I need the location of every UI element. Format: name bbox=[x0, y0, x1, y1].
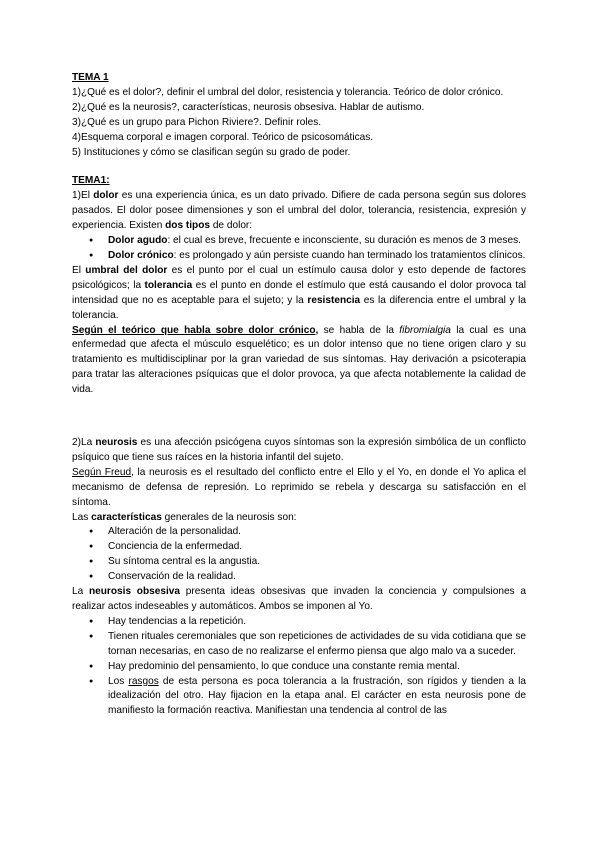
term-fibromialgia: fibromialgia bbox=[399, 324, 451, 336]
list-item: ● Hay tendencias a la repetición. bbox=[72, 615, 526, 630]
list-item: ● Hay predominio del pensamiento, lo que conduce una constante remia mental. bbox=[72, 660, 526, 675]
caracteristicas-list bbox=[72, 525, 526, 585]
term-rasgos: rasgos bbox=[128, 675, 159, 687]
dolor-types-list bbox=[72, 234, 526, 264]
question-5: 5) Instituciones y cómo se clasifican según su grado de poder. bbox=[72, 146, 351, 158]
question-4: 4)Esquema corporal e imagen corporal. Teórico de psicosomáticas. bbox=[72, 131, 374, 143]
dolor-cronico-paragraph: Según el teórico que habla sobre dolor crónico, se habla de la fibromialgia la cual es una enfermedad que afecta el músculo esquelético; es un dolor intenso que no tiene origen claro y su tratamiento es multidisciplinar por la gran variedad de sus síntomas. Hay derivación a psicoterapia para tratar las alteraciones psíquicas que el dolor provoca, ya que afecta notablemente la calidad de vida. bbox=[72, 324, 527, 396]
neurosis-intro-paragraph: 2)La neurosis es una afección psicógena cuyos síntomas son la expresión simbólica de un conflicto psíquico que tiene sus raíces en la historia infantil del sujeto. bbox=[72, 437, 526, 463]
obsesiva-traits-list bbox=[72, 615, 526, 719]
umbral-paragraph: El umbral del dolor es el punto por el cual un estímulo causa dolor y esto depende de factores psicológicos; la tolerancia es el punto en donde el estímulo que está causando el dolor provoca tal intensidad que no es aceptable para el sujeto; y la resistencia es la diferencia entre el umbral y la tolerancia. bbox=[72, 264, 526, 321]
caracteristicas-intro: Las características generales de la neurosis son: bbox=[72, 511, 297, 523]
freud-paragraph: Según Freud, la neurosis es el resultado del conflicto entre el Ello y el Yo, en donde el Yo aplica el mecanismo de defensa de represión. Lo reprimido se rebela y descarga su satisfacción en el síntoma. bbox=[72, 466, 526, 508]
neurosis-obsesiva-paragraph: La neurosis obsesiva presenta ideas obsesivas que invaden la conciencia y compulsiones a realizar actos indeseables y automáticos. Ambos se imponen al Yo. bbox=[72, 586, 526, 612]
tema1-answers bbox=[72, 174, 526, 398]
list-item: ● Dolor crónico: es prolongado y aún persiste cuando han terminado los tratamientos clínicos. bbox=[72, 249, 526, 264]
list-item: ● Su síntoma central es la angustia. bbox=[72, 555, 526, 570]
list-item: ● Tienen rituales ceremoniales que son repeticiones de actividades de su vida cotidiana que se tornan necesarias, en caso de no realizarse el enfermo piensa que algo malo va a suceder. bbox=[72, 630, 526, 660]
dolor-intro-paragraph: 1)El dolor es una experiencia única, es un dato privado. Difiere de cada persona según sus dolores pasados. El dolor posee dimensiones y son el umbral del dolor, tolerancia, resistencia, expresión y experiencia. Existen dos tipos de dolor: bbox=[72, 190, 526, 232]
list-item: ● Los rasgos de esta persona es poca tolerancia a la frustración, son rígidos y tienden a la idealización del otro. Hay fijacion en la etapa anal. El carácter en esta neurosis pone de manifiesto la formación reactiva. Manifiestan una tendencia al control de las bbox=[72, 675, 526, 720]
term-neurosis-obsesiva: neurosis obsesiva bbox=[88, 586, 181, 598]
list-item: ● Conciencia de la enfermedad. bbox=[72, 540, 526, 555]
tema1-title: TEMA 1 bbox=[72, 72, 109, 83]
list-item: ● Conservación de la realidad. bbox=[72, 570, 526, 585]
term-umbral: umbral del dolor bbox=[85, 264, 168, 276]
section-title: TEMA1: bbox=[72, 175, 110, 187]
question-1: 1)¿Qué es el dolor?, definir el umbral del dolor, resistencia y tolerancia. Teórico de dolor crónico. bbox=[72, 86, 504, 98]
term-tolerancia: tolerancia bbox=[144, 279, 193, 291]
neurosis-section bbox=[72, 436, 526, 719]
teorico-heading: Según el teórico que habla sobre dolor crónico, bbox=[72, 324, 319, 336]
tema1-question-list bbox=[72, 71, 526, 160]
term-dolor: dolor bbox=[93, 190, 119, 202]
list-item: ● Dolor agudo: el cual es breve, frecuente e inconsciente, su duración es menos de 3 meses. bbox=[72, 234, 526, 249]
term-neurosis: neurosis bbox=[95, 437, 138, 449]
question-2: 2)¿Qué es la neurosis?, características, neurosis obsesiva. Hablar de autismo. bbox=[72, 101, 425, 113]
question-3: 3)¿Qué es un grupo para Pichon Riviere?. Definir roles. bbox=[72, 116, 322, 128]
term-caracteristicas: características bbox=[91, 511, 162, 523]
term-resistencia: resistencia bbox=[307, 294, 361, 306]
segun-freud: Según Freud bbox=[72, 466, 132, 478]
list-item: ● Alteración de la personalidad. bbox=[72, 525, 526, 540]
term-dos-tipos: dos tipos bbox=[165, 220, 211, 232]
